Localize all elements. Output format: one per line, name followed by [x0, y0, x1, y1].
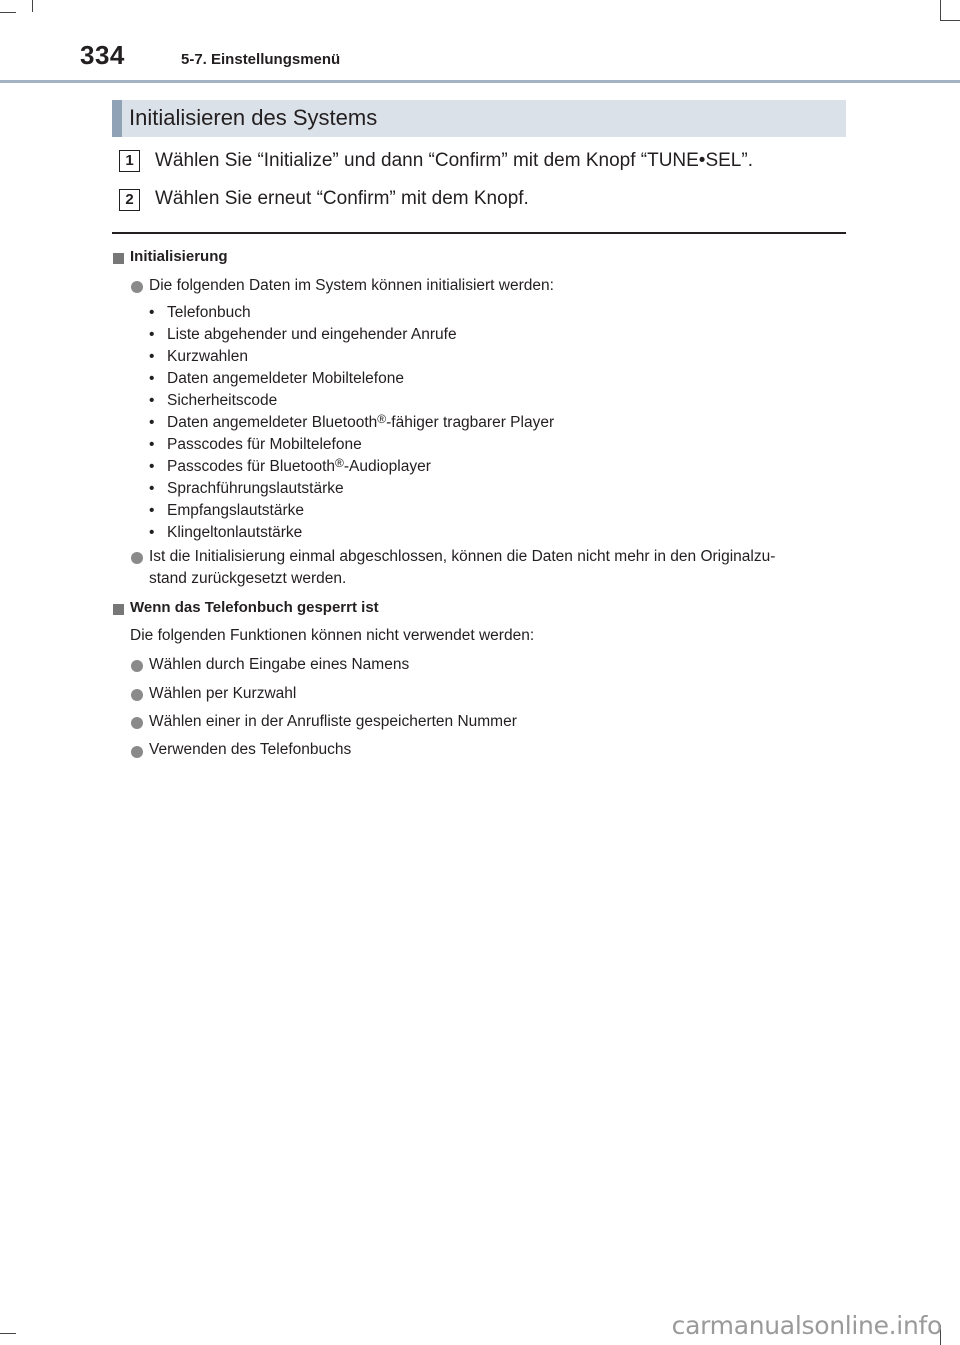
chapter-title: 5-7. Einstellungsmenü	[181, 51, 341, 68]
locked-item-2: Wählen per Kurzwahl	[149, 685, 297, 702]
locked-item-1: Wählen durch Eingabe eines Namens	[149, 656, 410, 673]
note-init-outro-line1: Ist die Initialisierung einmal abgeschlossen, können die Daten nicht mehr in den Originalzu-	[149, 548, 776, 565]
circle-bullet-icon	[131, 689, 143, 701]
crop-mark	[940, 20, 960, 21]
circle-bullet-icon	[131, 746, 143, 758]
list-item: • Liste abgehender und eingehender Anrufe	[149, 326, 457, 343]
list-item: • Sprachführungslautstärke	[149, 480, 344, 497]
circle-bullet-icon	[131, 552, 143, 564]
locked-item-3: Wählen einer in der Anrufliste gespeicherten Nummer	[149, 713, 517, 730]
note-heading-locked: Wenn das Telefonbuch gesperrt ist	[130, 599, 379, 616]
list-item: • Kurzwahlen	[149, 348, 248, 365]
init-items-list	[149, 304, 554, 546]
registered-mark: ®	[335, 456, 344, 470]
step-number-1: 1	[119, 150, 140, 172]
step-number-2: 2	[119, 189, 140, 211]
circle-bullet-icon	[131, 281, 143, 293]
list-item: • Passcodes für Mobiltelefone	[149, 436, 362, 453]
list-item: • Daten angemeldeter Mobiltelefone	[149, 370, 404, 387]
step-text-2: Wählen Sie erneut “Confirm” mit dem Knopf.	[155, 188, 529, 209]
list-item: • Klingeltonlautstärke	[149, 524, 303, 541]
circle-bullet-icon	[131, 660, 143, 672]
separator-rule	[112, 232, 846, 234]
note-heading-init: Initialisierung	[130, 248, 228, 265]
list-item: • Telefonbuch	[149, 304, 251, 321]
list-item: • Daten angemeldeter Bluetooth®-fähiger tragbarer Player	[149, 412, 555, 431]
section-title: Initialisieren des Systems	[129, 105, 378, 130]
square-bullet-icon	[113, 604, 124, 615]
locked-item-4: Verwenden des Telefonbuchs	[149, 741, 352, 758]
note-init-outro-line2: stand zurückgesetzt werden.	[149, 570, 347, 587]
crop-mark	[940, 0, 941, 20]
list-item: • Sicherheitscode	[149, 392, 278, 409]
section-accent-bar	[112, 100, 122, 137]
step-text-1: Wählen Sie “Initialize” und dann “Confirm” mit dem Knopf “TUNE•SEL”.	[155, 150, 753, 171]
crop-mark	[0, 12, 16, 13]
list-item: • Passcodes für Bluetooth®-Audioplayer	[149, 456, 431, 475]
crop-mark	[0, 1333, 16, 1334]
registered-mark: ®	[377, 412, 387, 426]
header-rule	[0, 80, 960, 83]
list-item: • Empfangslautstärke	[149, 502, 304, 519]
note-locked-intro: Die folgenden Funktionen können nicht verwendet werden:	[130, 627, 535, 644]
square-bullet-icon	[113, 253, 124, 264]
watermark-text: carmanualsonline.info	[671, 1311, 942, 1340]
crop-mark	[32, 0, 33, 12]
note-init-intro: Die folgenden Daten im System können initialisiert werden:	[149, 277, 554, 294]
circle-bullet-icon	[131, 717, 143, 729]
page-number: 334	[80, 40, 125, 70]
